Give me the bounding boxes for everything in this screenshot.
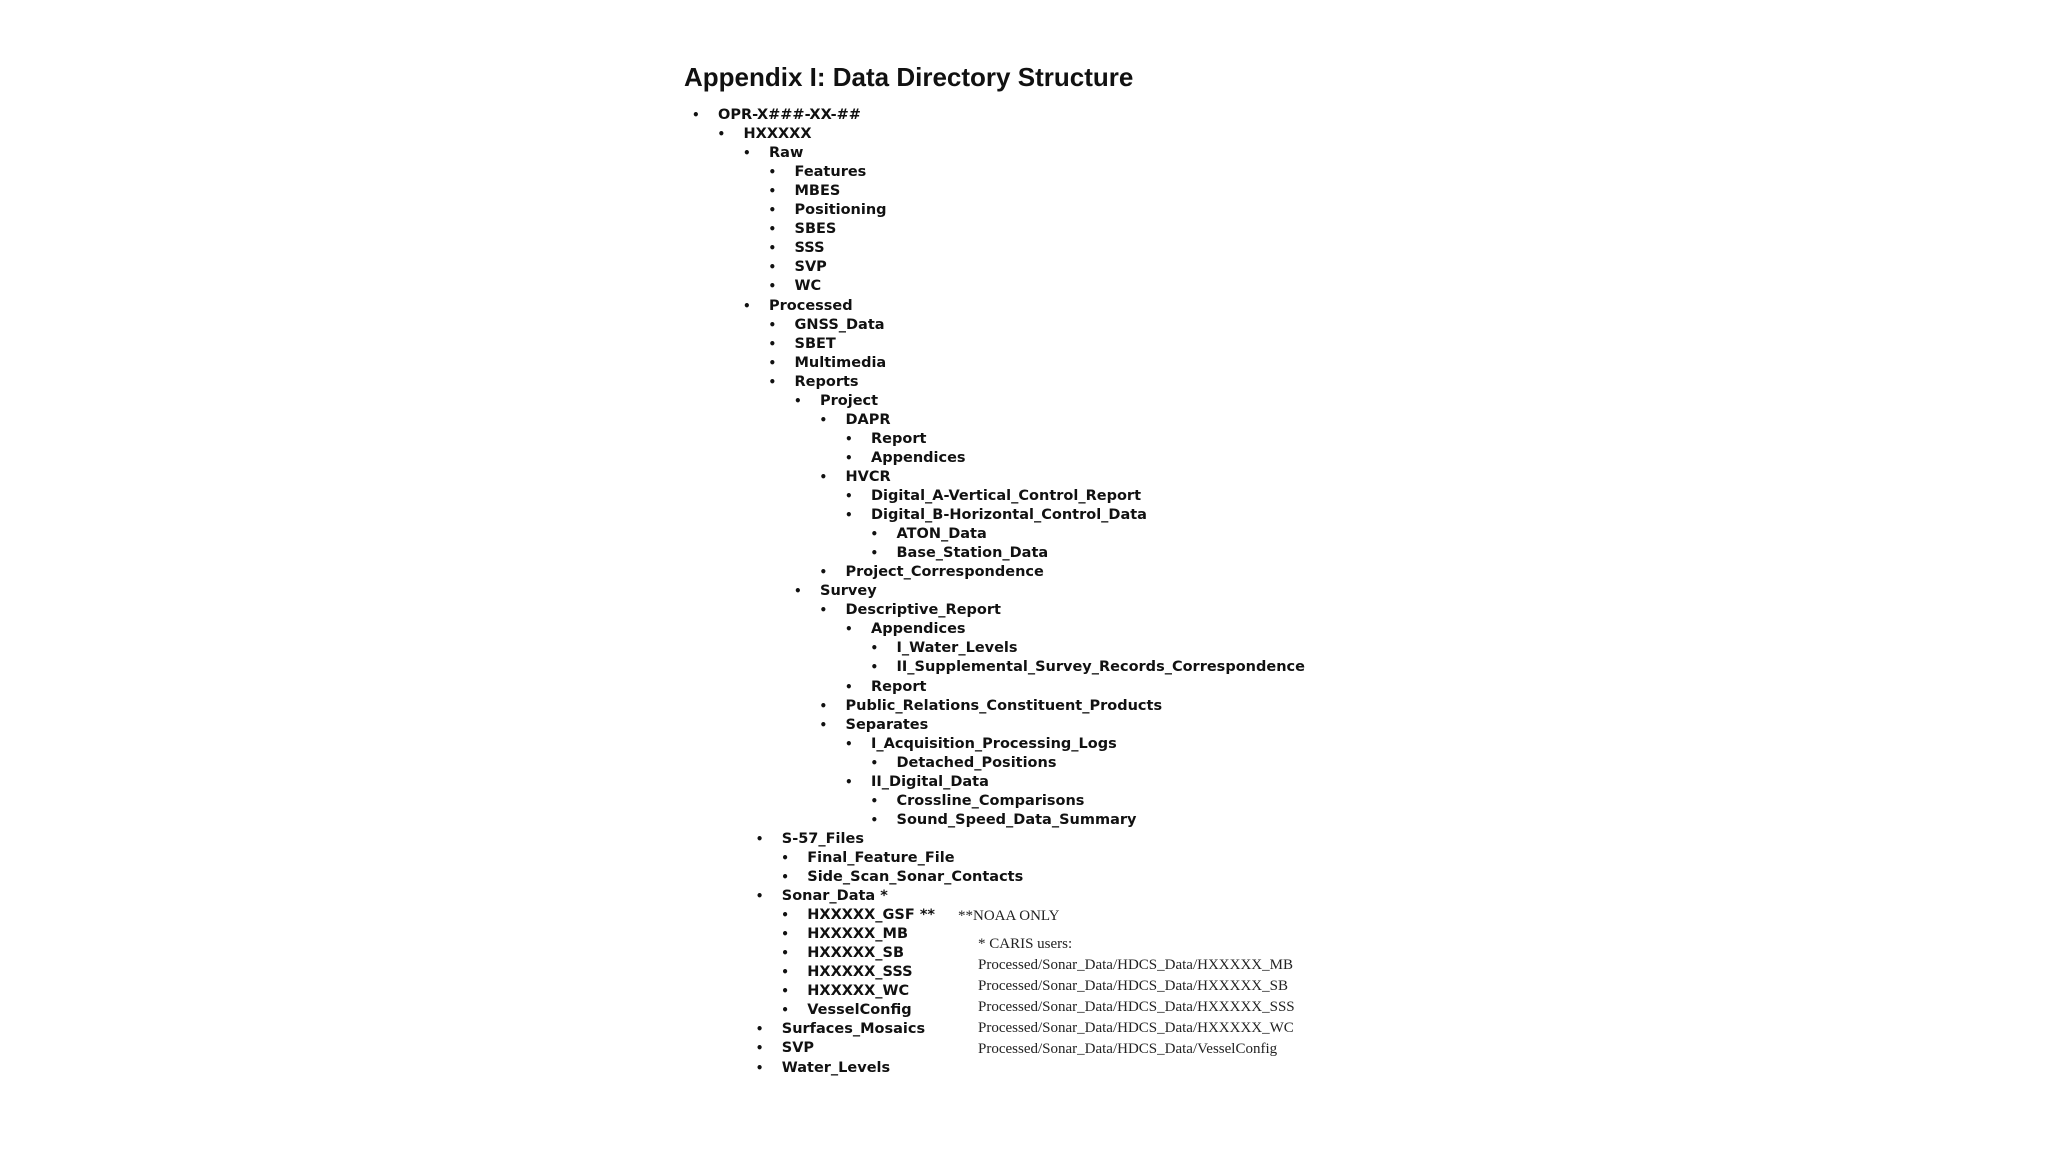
bullet-icon: • xyxy=(870,546,879,561)
bullet-icon: • xyxy=(768,260,777,275)
caris-path: Processed/Sonar_Data/HDCS_Data/VesselConfig xyxy=(978,1041,1278,1057)
bullet-icon: • xyxy=(717,127,726,142)
bullet-icon: • xyxy=(845,508,853,523)
bullet-icon: • xyxy=(781,965,789,980)
bullet-icon: • xyxy=(768,184,777,199)
tree-item-label: Report xyxy=(871,430,927,447)
bullet-icon: • xyxy=(768,279,777,294)
tree-item-label: Project_Correspondence xyxy=(845,564,1044,581)
bullet-icon: • xyxy=(845,622,853,637)
tree-item-label: HXXXXX_MB xyxy=(807,926,909,943)
bullet-icon: • xyxy=(768,241,777,256)
tree-item-label: II_Digital_Data xyxy=(871,773,989,790)
tree-item-label: Processed xyxy=(769,297,853,314)
tree-item-label: ATON_Data xyxy=(896,526,987,543)
caris-path: Processed/Sonar_Data/HDCS_Data/HXXXXX_WC xyxy=(978,1020,1294,1036)
bullet-icon: • xyxy=(845,450,853,465)
tree-item-label: Positioning xyxy=(794,202,887,219)
tree-item-label: SSS xyxy=(794,240,825,257)
tree-item-label: Survey xyxy=(820,583,877,600)
tree-item-label: Raw xyxy=(769,145,804,162)
tree-item-label: Sound_Speed_Data_Summary xyxy=(896,811,1137,828)
tree-item-label: Reports xyxy=(794,373,859,390)
tree-item-label: HXXXXX_SSS xyxy=(807,964,913,981)
bullet-icon: • xyxy=(781,850,789,865)
bullet-icon: • xyxy=(819,412,828,427)
tree-item-label: Separates xyxy=(845,716,929,733)
bullet-icon: • xyxy=(692,108,700,122)
tree-item-label: S-57_Files xyxy=(781,830,864,847)
tree-item-label: Detached_Positions xyxy=(896,754,1057,771)
bullet-icon: • xyxy=(819,603,828,618)
bullet-icon: • xyxy=(781,927,789,942)
bullet-icon: • xyxy=(794,584,802,599)
tree-item-label: I_Water_Levels xyxy=(896,640,1018,657)
tree-item-label: SBET xyxy=(794,335,836,352)
tree-item-label: HXXXXX xyxy=(743,126,812,143)
caris-users-note: * CARIS users: xyxy=(978,936,1073,952)
bullet-icon: • xyxy=(768,203,777,218)
tree-item-label: MBES xyxy=(794,183,841,200)
tree-item-label: Report xyxy=(871,678,927,695)
tree-item-label: HXXXXX_SB xyxy=(807,945,905,962)
tree-item-label: II_Supplemental_Survey_Records_Correspondence xyxy=(896,659,1305,676)
bullet-icon: • xyxy=(845,489,853,503)
bullet-icon: • xyxy=(755,1041,764,1056)
bullet-icon: • xyxy=(781,908,789,923)
tree-item-label: WC xyxy=(794,278,822,295)
bullet-icon: • xyxy=(768,222,777,237)
tree-item-label: SBES xyxy=(794,221,837,238)
tree-item-label: HVCR xyxy=(845,468,891,485)
tree-item-label: Descriptive_Report xyxy=(845,602,1001,619)
page-title: Appendix I: Data Directory Structure xyxy=(684,62,1134,92)
bullet-icon: • xyxy=(870,793,879,808)
tree-item-label: Appendices xyxy=(871,621,966,638)
tree-item-label: SVP xyxy=(794,259,827,276)
tree-item-label: Side_Scan_Sonar_Contacts xyxy=(807,869,1024,885)
bullet-icon: • xyxy=(870,527,879,542)
bullet-icon: • xyxy=(794,393,802,408)
tree-item-label: Final_Feature_File xyxy=(807,849,955,866)
tree-item-label: SVP xyxy=(781,1040,815,1057)
tree-item-label: Appendices xyxy=(871,449,966,466)
bullet-icon: • xyxy=(755,889,764,904)
bullet-icon: • xyxy=(755,1060,764,1075)
tree-item-label: DAPR xyxy=(845,411,891,428)
bullet-icon: • xyxy=(819,565,828,580)
caris-path: Processed/Sonar_Data/HDCS_Data/HXXXXX_SSS xyxy=(978,999,1295,1015)
tree-item-label: Project xyxy=(820,392,879,409)
tree-item-label: Base_Station_Data xyxy=(896,545,1049,562)
bullet-icon: • xyxy=(743,298,751,313)
bullet-icon: • xyxy=(845,679,853,694)
tree-item-label: I_Acquisition_Processing_Logs xyxy=(871,735,1117,752)
tree-item-label: GNSS_Data xyxy=(794,316,885,333)
bullet-icon: • xyxy=(819,469,828,484)
bullet-icon: • xyxy=(768,374,777,389)
tree-item-label: Sonar_Data * xyxy=(781,888,888,905)
bullet-icon: • xyxy=(781,870,789,884)
bullet-icon: • xyxy=(819,698,828,713)
bullet-icon: • xyxy=(781,984,789,999)
bullet-icon: • xyxy=(768,355,777,370)
tree-item-label: HXXXXX_WC xyxy=(807,983,910,1000)
bullet-icon: • xyxy=(870,812,879,827)
bullet-icon: • xyxy=(768,317,777,332)
tree-item-label: Multimedia xyxy=(794,354,887,371)
bullet-icon: • xyxy=(845,736,853,751)
bullet-icon: • xyxy=(870,755,879,770)
tree-item-label: HXXXXX_GSF ** xyxy=(807,907,935,924)
bullet-icon: • xyxy=(870,660,879,675)
bullet-icon: • xyxy=(755,1022,764,1037)
bullet-icon: • xyxy=(819,717,828,732)
tree-item-label: Crossline_Comparisons xyxy=(896,792,1085,809)
bullet-icon: • xyxy=(781,1003,789,1018)
bullet-icon: • xyxy=(768,336,777,351)
tree-item-label: Digital_B-Horizontal_Control_Data xyxy=(871,507,1147,524)
tree-item-label: Water_Levels xyxy=(781,1059,891,1076)
tree-item-label: Digital_A-Vertical_Control_Report xyxy=(871,488,1142,504)
bullet-icon: • xyxy=(768,165,777,180)
tree-item-label: VesselConfig xyxy=(807,1002,912,1019)
tree-item-label: Public_Relations_Constituent_Products xyxy=(845,697,1163,714)
bullet-icon: • xyxy=(845,774,853,789)
bullet-icon: • xyxy=(870,641,879,656)
bullet-icon: • xyxy=(845,431,853,446)
caris-path: Processed/Sonar_Data/HDCS_Data/HXXXXX_SB xyxy=(978,978,1288,994)
tree-item-label: Features xyxy=(794,164,867,181)
bullet-icon: • xyxy=(743,146,751,161)
noaa-only-note: **NOAA ONLY xyxy=(958,908,1060,924)
tree-item-label: OPR-X###-XX-## xyxy=(718,107,861,123)
bullet-icon: • xyxy=(781,946,789,961)
bullet-icon: • xyxy=(755,831,764,846)
caris-path: Processed/Sonar_Data/HDCS_Data/HXXXXX_MB xyxy=(978,957,1293,973)
tree-item-label: Surfaces_Mosaics xyxy=(781,1021,926,1038)
